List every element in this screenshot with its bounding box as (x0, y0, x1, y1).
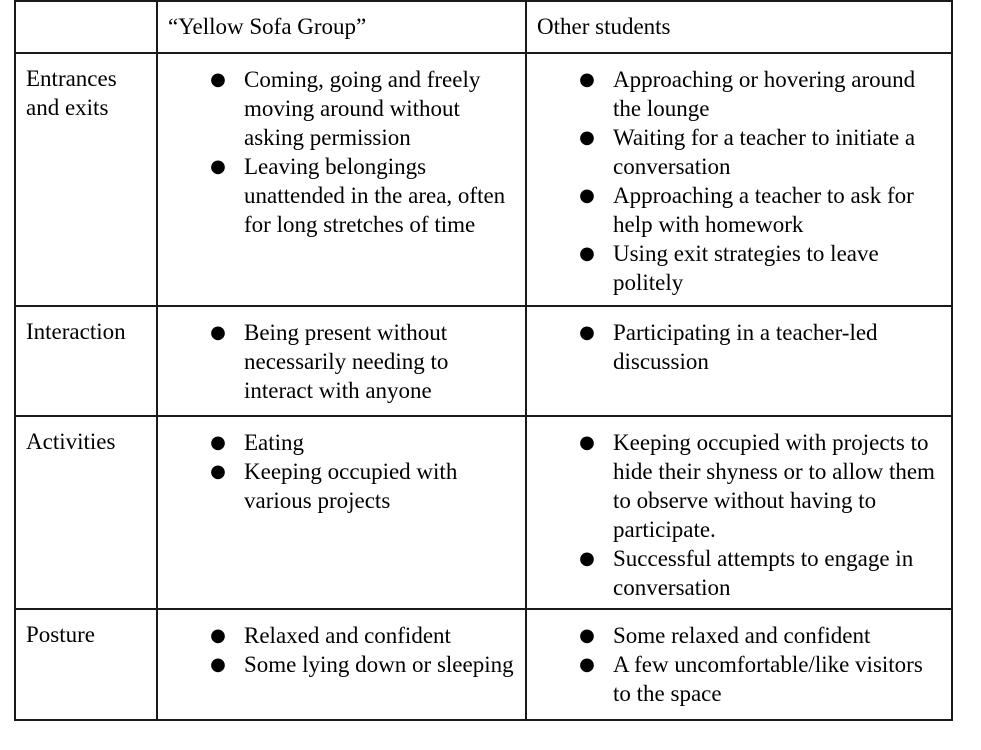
list-item (527, 650, 951, 708)
table-row (15, 609, 952, 720)
list-item (158, 152, 525, 239)
list-item (527, 123, 951, 181)
bullet-icon: ● (579, 69, 595, 90)
bullet-list (527, 621, 951, 708)
bullet-icon: ● (210, 461, 226, 482)
list-item-text: Some relaxed and confident (613, 623, 871, 648)
bullet-list (527, 318, 951, 376)
bullet-icon: ● (579, 127, 595, 148)
bullet-icon: ● (579, 432, 595, 453)
list-item-text: A few uncomfortable/like visitors to the space (613, 652, 923, 706)
table-row (15, 416, 952, 609)
list-item (158, 650, 525, 679)
other-students-cell (526, 416, 952, 609)
row-label-cell (15, 609, 157, 720)
list-item-text: Approaching a teacher to ask for help with homework (613, 183, 914, 237)
list-item (527, 428, 951, 544)
bullet-icon: ● (210, 432, 226, 453)
list-item-text: Approaching or hovering around the lounge (613, 67, 916, 121)
list-item-text: Being present without necessarily needing to interact with anyone (244, 320, 449, 403)
header-cell-other-students: Other students (526, 1, 952, 53)
row-label: Posture (26, 622, 95, 647)
list-item (158, 65, 525, 152)
bullet-list (527, 65, 951, 297)
other-students-cell (526, 53, 952, 306)
bullet-icon: ● (579, 243, 595, 264)
list-item (158, 428, 525, 457)
bullet-icon: ● (579, 625, 595, 646)
list-item-text: Keeping occupied with projects to hide their shyness or to allow them to observe without having to participate. (613, 430, 935, 542)
list-item-text: Some lying down or sleeping (244, 652, 514, 677)
list-item-text: Keeping occupied with various projects (244, 459, 458, 513)
list-item-text: Leaving belongings unattended in the area, often for long stretches of time (244, 154, 506, 237)
list-item (527, 318, 951, 376)
bullet-list (158, 318, 525, 405)
row-label: Activities (26, 429, 116, 454)
header-cell-yellow-sofa-group: “Yellow Sofa Group” (157, 1, 526, 53)
header-row (15, 1, 952, 53)
bullet-icon: ● (210, 625, 226, 646)
yellow-sofa-cell (157, 609, 526, 720)
bullet-list (158, 428, 525, 515)
other-students-cell (526, 609, 952, 720)
bullet-list (158, 621, 525, 679)
header-cell-empty (15, 1, 157, 53)
list-item (527, 181, 951, 239)
bullet-icon: ● (579, 654, 595, 675)
list-item (527, 621, 951, 650)
bullet-list (527, 428, 951, 602)
yellow-sofa-cell (157, 416, 526, 609)
bullet-list (158, 65, 525, 239)
list-item-text: Successful attempts to engage in conversation (613, 546, 914, 600)
list-item-text: Participating in a teacher-led discussion (613, 320, 878, 374)
comparison-table (14, 0, 953, 721)
list-item (158, 457, 525, 515)
list-item (527, 544, 951, 602)
list-item-text: Using exit strategies to leave politely (613, 241, 879, 295)
list-item-text: Waiting for a teacher to initiate a conversation (613, 125, 916, 179)
list-item (527, 239, 951, 297)
table-row (15, 306, 952, 416)
list-item-text: Coming, going and freely moving around without asking permission (244, 67, 481, 150)
yellow-sofa-cell (157, 306, 526, 416)
list-item-text: Eating (244, 430, 305, 455)
row-label-cell (15, 306, 157, 416)
table-row (15, 53, 952, 306)
bullet-icon: ● (579, 322, 595, 343)
row-label-cell (15, 53, 157, 306)
list-item (158, 318, 525, 405)
row-label: Interaction (26, 319, 126, 344)
bullet-icon: ● (579, 548, 595, 569)
list-item (158, 621, 525, 650)
bullet-icon: ● (210, 156, 226, 177)
bullet-icon: ● (210, 69, 226, 90)
bullet-icon: ● (210, 322, 226, 343)
bullet-icon: ● (210, 654, 226, 675)
list-item-text: Relaxed and confident (244, 623, 451, 648)
row-label: Entrances and exits (26, 66, 117, 120)
bullet-icon: ● (579, 185, 595, 206)
list-item (527, 65, 951, 123)
yellow-sofa-cell (157, 53, 526, 306)
row-label-cell (15, 416, 157, 609)
other-students-cell (526, 306, 952, 416)
